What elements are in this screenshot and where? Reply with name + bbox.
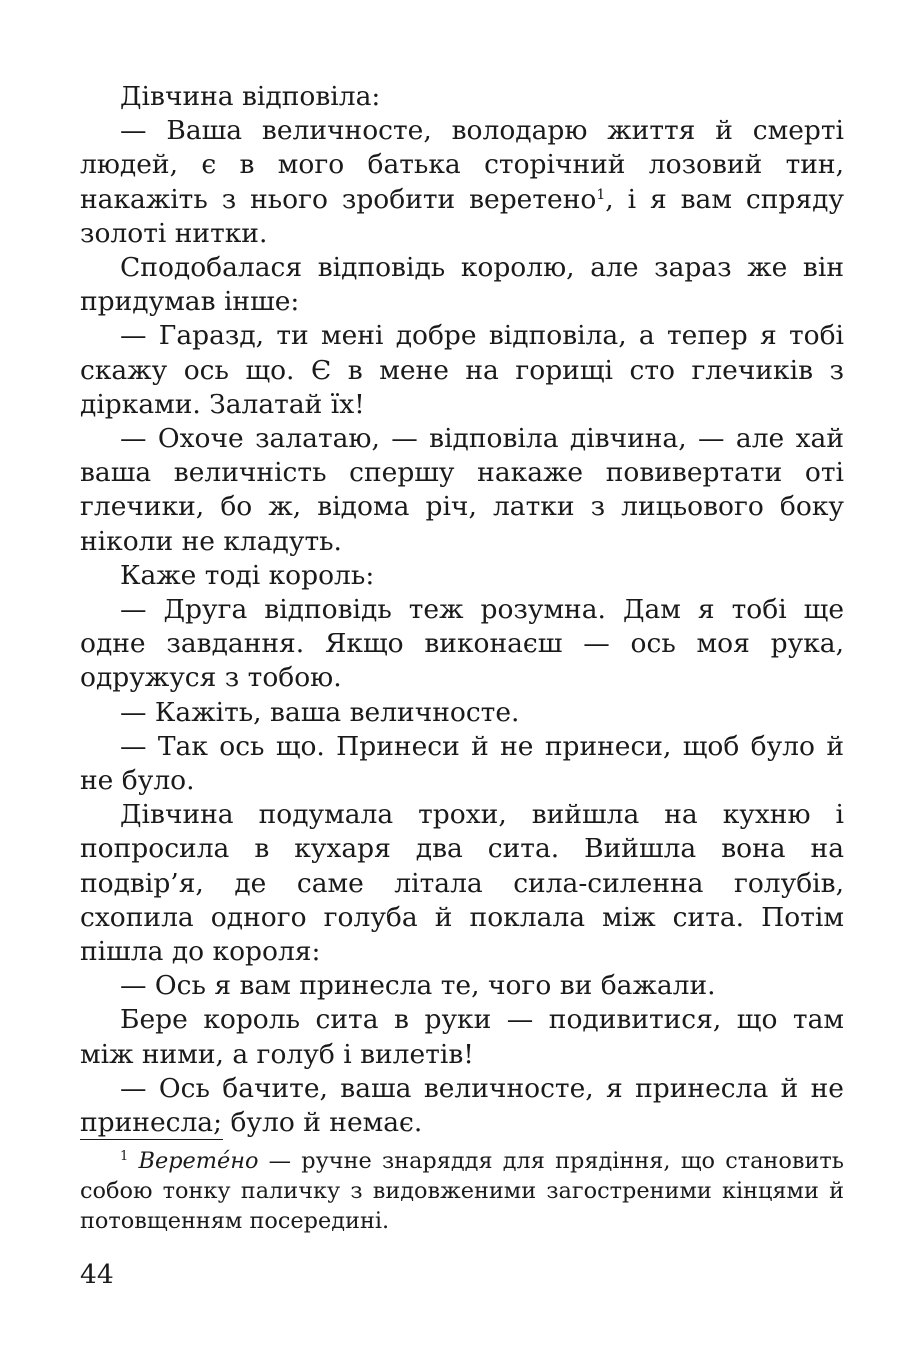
paragraph-13 (80, 1072, 844, 1140)
paragraph-5-text: — Охоче залатаю, — відповіла дівчина, — але хай ваша величність спершу накаже повивертати оті глечики, бо ж, відома річ, латки з лицьового боку ніколи не кладуть. (80, 423, 844, 557)
paragraph-4 (80, 319, 844, 422)
paragraph-8-text: — Кажіть, ваша величносте. (120, 696, 520, 728)
paragraph-6 (80, 559, 844, 593)
paragraph-1-text: Дівчина відповіла: (120, 81, 381, 112)
paragraph-3 (80, 251, 844, 319)
paragraph-7 (80, 593, 844, 696)
paragraph-2-text-end: , і я вам спряду золоті нитки. (80, 183, 844, 249)
footnote-term: Верете́но (138, 1148, 259, 1174)
paragraph-7-text: — Друга відповідь теж розумна. Дам я тобі ще одне завдання. Якщо виконаєш — ось моя рука, одружуся з тобою. (80, 594, 844, 694)
paragraph-5 (80, 422, 844, 559)
paragraph-8 (80, 696, 844, 730)
page-number: 44 (80, 1259, 114, 1290)
paragraph-2-text-start: — Ваша величносте, володарю життя й смерті людей, є в мого батька сторічний лозовий тин, накажіть з нього зробити веретено (80, 115, 844, 215)
paragraph-1 (80, 80, 844, 114)
footnote-reference-mark: 1 (596, 186, 606, 203)
paragraph-12 (80, 1003, 844, 1071)
paragraph-9-text: — Так ось що. Принеси й не принеси, щоб було й не було. (80, 730, 844, 797)
footnote-divider (80, 1139, 223, 1140)
footnote-paragraph (80, 1147, 844, 1236)
paragraph-9 (80, 730, 844, 798)
paragraph-10 (80, 798, 844, 969)
paragraph-12-text: Бере король сита в руки — подивитися, що там між ними, а голуб і вилетів! (80, 1004, 844, 1070)
paragraph-2 (80, 114, 844, 251)
footnote-definition: — ручне знаряддя для прядіння, що становить собою тонку паличку з видовженими загостреними кінцями й потовщенням посередині. (80, 1148, 844, 1234)
paragraph-4-text: — Гаразд, ти мені добре відповіла, а тепер я тобі скажу ось що. Є в мене на горищі сто глечиків з дірками. Залатай їх! (80, 320, 844, 420)
paragraph-10-text: Дівчина подумала трохи, вийшла на кухню і попросила в кухаря два сита. Вийшла вона на подвір’я, де саме літала сила-силенна голубів, схопила одного голуба й поклала між сита. Потім пішла до короля: (80, 799, 844, 968)
footnote-mark: 1 (120, 1149, 129, 1164)
paragraph-11 (80, 969, 844, 1003)
paragraph-3-text: Сподобалася відповідь королю, але зараз же він придумав інше: (80, 252, 844, 318)
story-text (80, 80, 844, 1140)
paragraph-6-text: Каже тоді король: (120, 559, 375, 591)
paragraph-13-text: — Ось бачите, ваша величносте, я принесла й не принесла; було й немає. (80, 1072, 844, 1139)
paragraph-11-text: — Ось я вам принесла те, чого ви бажали. (120, 970, 716, 1002)
footnote (80, 1147, 844, 1236)
page-body (80, 80, 844, 1140)
